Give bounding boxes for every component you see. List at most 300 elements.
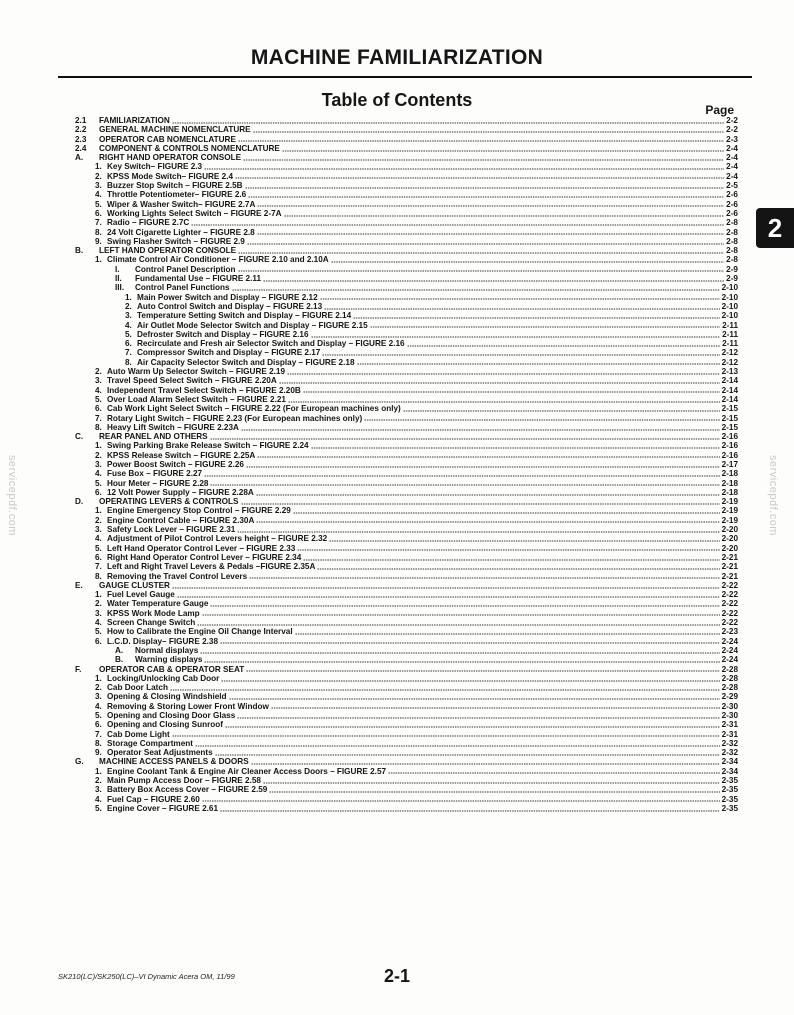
toc-entry-label: Fundamental Use – FIGURE 2.11 (135, 274, 262, 284)
toc-entry-page: 2-31 (721, 720, 738, 730)
toc-entry-page: 2-2 (726, 125, 738, 135)
toc-leader-dots (202, 614, 720, 616)
toc-entry-page: 2-18 (721, 469, 738, 479)
toc-entry-label: LEFT HAND OPERATOR CONSOLE (99, 246, 237, 256)
toc-entry-number: 7. (125, 348, 132, 358)
toc-entry-number: 3. (95, 376, 102, 386)
toc-entry-number: 7. (95, 729, 102, 739)
toc-entry[interactable] (75, 711, 738, 720)
toc-entry-label: Right Hand Operator Control Lever – FIGURE 2.34 (107, 552, 302, 562)
toc-entry[interactable] (75, 692, 738, 701)
toc-entry-page: 2-11 (722, 339, 738, 349)
toc-leader-dots (195, 745, 720, 747)
toc-leader-dots (172, 587, 720, 589)
toc-entry[interactable] (75, 739, 738, 748)
toc-entry[interactable] (75, 302, 738, 311)
toc-entry-number: 3. (95, 692, 102, 702)
toc-entry-label: Removing the Travel Control Levers (107, 571, 248, 581)
toc-entry-label: GENERAL MACHINE NOMENCLATURE (99, 125, 251, 135)
watermark-left: servicepdf.com (6, 455, 18, 536)
toc-leader-dots (243, 159, 724, 161)
toc-entry-page: 2-4 (726, 162, 738, 172)
toc-leader-dots (204, 475, 720, 477)
toc-entry[interactable] (75, 702, 738, 711)
toc-entry-number: 5. (95, 394, 102, 404)
toc-leader-dots (172, 122, 724, 124)
toc-entry-number: 4. (95, 534, 102, 544)
toc-entry[interactable] (75, 479, 738, 488)
toc-entry-label: Control Panel Description (135, 264, 236, 274)
toc-entry-number: 1. (95, 162, 102, 172)
toc-entry-number: 4. (95, 618, 102, 628)
toc-entry-label: Power Boost Switch – FIGURE 2.26 (107, 459, 244, 469)
toc-entry[interactable] (75, 795, 738, 804)
toc-leader-dots (215, 754, 720, 756)
toc-entry[interactable] (75, 525, 738, 534)
toc-leader-dots (241, 503, 720, 505)
toc-entry[interactable] (75, 172, 738, 181)
toc-leader-dots (177, 596, 720, 598)
toc-leader-dots (246, 670, 719, 672)
toc-entry-page: 2-31 (721, 729, 738, 739)
toc-entry-page: 2-28 (721, 664, 738, 674)
toc-entry-number: 3. (95, 525, 102, 535)
toc-leader-dots (210, 605, 719, 607)
toc-entry-label: REAR PANEL AND OTHERS (99, 432, 208, 442)
toc-entry-label: Control Panel Functions (135, 283, 230, 293)
toc-entry[interactable] (75, 506, 738, 515)
toc-entry-number: 5. (95, 627, 102, 637)
toc-entry-number: 2. (95, 599, 102, 609)
toc-entry-number: 2.3 (75, 134, 87, 144)
toc-entry[interactable] (75, 553, 738, 562)
toc-entry-label: Adjustment of Pilot Control Levers height – FIGURE 2.32 (107, 534, 328, 544)
toc-entry-page: 2-5 (726, 181, 738, 191)
toc-entry-number: 9. (95, 748, 102, 758)
toc-entry-page: 2-35 (721, 803, 738, 813)
toc-entry[interactable] (75, 237, 738, 246)
toc-entry-number: 7. (95, 413, 102, 423)
toc-leader-dots (288, 401, 720, 403)
toc-entry[interactable] (75, 423, 738, 432)
toc-entry-page: 2-28 (721, 683, 738, 693)
toc-entry[interactable] (75, 246, 738, 255)
toc-entry-page: 2-14 (721, 385, 738, 395)
toc-entry[interactable] (75, 488, 738, 497)
toc-entry-page: 2-22 (721, 618, 738, 628)
toc-entry-number: 4. (95, 701, 102, 711)
toc-leader-dots (253, 131, 725, 133)
toc-entry-label: Engine Coolant Tank & Engine Air Cleaner Access Doors – FIGURE 2.57 (107, 766, 387, 776)
toc-entry[interactable] (75, 358, 738, 367)
toc-entry-page: 2-21 (721, 571, 738, 581)
toc-leader-dots (297, 549, 719, 551)
toc-entry-page: 2-8 (726, 218, 738, 228)
toc-leader-dots (204, 168, 724, 170)
toc-entry-number: 5. (95, 543, 102, 553)
toc-entry[interactable] (75, 153, 738, 162)
toc-entry-label: Opening and Closing Sunroof (107, 720, 223, 730)
toc-entry-label: Locking/Unlocking Cab Door (107, 673, 220, 683)
toc-entry-label: Battery Box Access Cover – FIGURE 2.59 (107, 785, 268, 795)
toc-entry[interactable] (75, 116, 738, 125)
toc-entry-label: Fuse Box – FIGURE 2.27 (107, 469, 203, 479)
toc-entry-label: 24 Volt Cigarette Lighter – FIGURE 2.8 (107, 227, 255, 237)
toc-entry-number: 2. (95, 450, 102, 460)
toc-leader-dots (295, 633, 720, 635)
toc-leader-dots (172, 735, 720, 737)
toc-entry-page: 2-30 (721, 711, 738, 720)
toc-entry-label: KPSS Release Switch – FIGURE 2.25A (107, 450, 256, 460)
toc-entry[interactable] (75, 441, 738, 450)
footer-document-id: SK210(LC)/SK250(LC)–VI Dynamic Acera OM, 11/99 (58, 972, 235, 981)
toc-entry[interactable] (75, 720, 738, 729)
toc-entry-page: 2-21 (721, 562, 738, 572)
toc-entry-label: Recirculate and Fresh air Selector Switch and Display – FIGURE 2.16 (137, 339, 405, 349)
toc-entry-label: COMPONENT & CONTROLS NOMENCLATURE (99, 143, 280, 153)
toc-leader-dots (364, 419, 719, 421)
toc-entry-page: 2-4 (726, 143, 738, 153)
toc-leader-dots (251, 763, 720, 765)
toc-entry-number: 3. (95, 181, 102, 191)
toc-entry[interactable] (75, 469, 738, 478)
toc-entry-page: 2-4 (726, 153, 738, 163)
toc-leader-dots (263, 280, 724, 282)
toc-entry[interactable] (75, 265, 738, 274)
toc-leader-dots (204, 661, 719, 663)
toc-entry[interactable] (75, 767, 738, 776)
toc-entry[interactable] (75, 321, 738, 330)
toc-entry[interactable] (75, 274, 738, 283)
toc-entry[interactable] (75, 599, 738, 608)
toc-entry-page: 2-35 (721, 794, 738, 804)
toc-leader-dots (229, 698, 720, 700)
toc-entry[interactable] (75, 618, 738, 627)
toc-entry[interactable] (75, 516, 738, 525)
toc-entry-page: 2-10 (721, 301, 738, 311)
toc-entry-page: 2-22 (721, 590, 738, 600)
toc-entry[interactable] (75, 311, 738, 320)
toc-entry-label: Working Lights Select Switch – FIGURE 2-7A (107, 208, 282, 218)
toc-entry-number: 2. (125, 301, 132, 311)
toc-entry[interactable] (75, 646, 738, 655)
toc-entry[interactable] (75, 181, 738, 190)
toc-entry-label: KPSS Work Mode Lamp (107, 608, 200, 618)
toc-entry[interactable] (75, 757, 738, 766)
toc-entry[interactable] (75, 534, 738, 543)
toc-entry-label: Opening & Closing Windshield (107, 692, 227, 702)
toc-entry[interactable] (75, 497, 738, 506)
toc-entry-label: Engine Control Cable – FIGURE 2.30A (107, 515, 255, 525)
toc-entry[interactable] (75, 451, 738, 460)
toc-entry[interactable] (75, 637, 738, 646)
toc-entry-number: 2. (95, 171, 102, 181)
toc-entry-label: Key Switch– FIGURE 2.3 (107, 162, 203, 172)
toc-entry-page: 2-16 (721, 432, 738, 442)
toc-entry-number: 2.4 (75, 143, 87, 153)
toc-entry-label: Warning displays (135, 655, 203, 665)
toc-entry-number: 6. (95, 552, 102, 562)
toc-entry-page: 2-4 (726, 171, 738, 181)
toc-entry[interactable] (75, 348, 738, 357)
toc-entry-page: 2-32 (721, 738, 738, 748)
toc-entry-page: 2-22 (721, 608, 738, 618)
toc-entry[interactable] (75, 404, 738, 413)
toc-entry-number: 6. (95, 208, 102, 218)
toc-entry-page: 2-20 (721, 534, 738, 544)
toc-entry-label: OPERATOR CAB NOMENCLATURE (99, 134, 236, 144)
toc-entry-page: 2-32 (721, 748, 738, 758)
toc-entry-number: 7. (95, 562, 102, 572)
page-title: MACHINE FAMILIARIZATION (250, 46, 544, 69)
toc-entry-number: 6. (95, 636, 102, 646)
toc-leader-dots (320, 298, 720, 300)
toc-leader-dots (293, 512, 720, 514)
toc-entry-page: 2-35 (721, 776, 738, 786)
toc-entry-page: 2-6 (726, 199, 738, 209)
toc-entry[interactable] (75, 144, 738, 153)
toc-entry[interactable] (75, 162, 738, 171)
toc-entry-page: 2-19 (721, 497, 738, 507)
toc-entry-page: 2-21 (721, 552, 738, 562)
toc-entry-number: 3. (125, 311, 132, 321)
toc-leader-dots (220, 810, 720, 812)
toc-entry[interactable] (75, 386, 738, 395)
footer-page-number: 2-1 (383, 966, 410, 986)
toc-entry[interactable] (75, 432, 738, 441)
toc-entry[interactable] (75, 330, 738, 339)
toc-leader-dots (210, 484, 719, 486)
toc-entry[interactable] (75, 218, 738, 227)
toc-entry-page: 2-10 (721, 311, 738, 321)
toc-entry-page: 2-17 (721, 459, 738, 469)
toc-entry-label: Left Hand Operator Control Lever – FIGURE 2.33 (107, 543, 296, 553)
toc-entry-page: 2-14 (721, 376, 738, 386)
toc-entry-label: Climate Control Air Conditioner – FIGURE 2.10 and 2.10A (107, 255, 329, 265)
toc-leader-dots (263, 782, 720, 784)
toc-entry[interactable] (75, 674, 738, 683)
toc-leader-dots (237, 717, 719, 719)
toc-entry-label: Heavy Lift Switch – FIGURE 2.23A (107, 422, 239, 432)
toc-leader-dots (232, 289, 720, 291)
toc-leader-dots (279, 382, 720, 384)
toc-entry-number: 2.2 (75, 125, 87, 135)
toc-entry-number: 1. (95, 766, 102, 776)
toc-entry[interactable] (75, 367, 738, 376)
toc-leader-dots (220, 642, 720, 644)
toc-entry-label: FAMILIARIZATION (99, 116, 170, 125)
toc-entry-page: 2-6 (726, 190, 738, 200)
toc-leader-dots (246, 466, 720, 468)
toc-entry-label: Defroster Switch and Display – FIGURE 2.16 (137, 329, 309, 339)
toc-entry-label: Throttle Potentiometer– FIGURE 2.6 (107, 190, 247, 200)
toc-entry-page: 2-13 (721, 367, 738, 377)
toc-entry-number: 6. (95, 720, 102, 730)
toc-leader-dots (238, 252, 724, 254)
toc-entry[interactable] (75, 572, 738, 581)
table-of-contents (75, 116, 738, 813)
toc-entry-page: 2-20 (721, 525, 738, 535)
toc-entry-number: 2. (95, 683, 102, 693)
toc-entry-page: 2-8 (726, 227, 738, 237)
toc-entry-number: 1. (95, 255, 102, 265)
toc-entry[interactable] (75, 293, 738, 302)
toc-entry-number: 7. (95, 218, 102, 228)
toc-entry-page: 2-19 (721, 515, 738, 525)
toc-leader-dots (237, 531, 719, 533)
toc-leader-dots (317, 568, 719, 570)
toc-entry-label: Cab Door Latch (107, 683, 168, 693)
title-rule (58, 76, 752, 78)
toc-entry[interactable] (75, 190, 738, 199)
toc-entry[interactable] (75, 609, 738, 618)
toc-entry[interactable] (75, 730, 738, 739)
toc-leader-dots (284, 215, 725, 217)
toc-leader-dots (282, 150, 724, 152)
toc-entry[interactable] (75, 255, 738, 264)
toc-entry-number: 1. (95, 506, 102, 516)
toc-leader-dots (197, 624, 719, 626)
toc-entry-label: Temperature Setting Switch and Display – FIGURE 2.14 (137, 311, 352, 321)
toc-entry-label: Safety Lock Lever – FIGURE 2.31 (107, 525, 236, 535)
toc-entry-number: A. (115, 645, 124, 655)
toc-entry[interactable] (75, 460, 738, 469)
toc-entry-page: 2-18 (721, 478, 738, 488)
toc-entry-number: 8. (95, 422, 102, 432)
toc-leader-dots (245, 187, 725, 189)
toc-entry-label: Radio – FIGURE 2.7C (107, 218, 190, 228)
toc-entry-page: 2-24 (721, 655, 738, 665)
toc-entry[interactable] (75, 683, 738, 692)
toc-entry[interactable] (75, 581, 738, 590)
toc-entry[interactable] (75, 785, 738, 794)
toc-entry[interactable] (75, 544, 738, 553)
toc-entry-number: 4. (95, 794, 102, 804)
toc-leader-dots (170, 689, 720, 691)
toc-entry-page: 2-19 (721, 506, 738, 516)
toc-entry-label: Cab Dome Light (107, 729, 170, 739)
toc-entry-label: Swing Flasher Switch – FIGURE 2.9 (107, 236, 245, 246)
toc-entry-page: 2-15 (721, 413, 738, 423)
toc-entry-label: Air Outlet Mode Selector Switch and Display – FIGURE 2.15 (137, 320, 368, 330)
toc-leader-dots (235, 177, 724, 179)
toc-entry-page: 2-18 (721, 487, 738, 497)
page-column-label: Page (705, 103, 734, 117)
toc-entry-number: 8. (95, 227, 102, 237)
toc-entry-label: Screen Change Switch (107, 618, 196, 628)
toc-entry-page: 2-16 (721, 450, 738, 460)
toc-entry[interactable] (75, 135, 738, 144)
toc-leader-dots (407, 345, 721, 347)
toc-entry[interactable] (75, 627, 738, 636)
toc-entry-number: 1. (125, 292, 132, 302)
toc-entry-page: 2-15 (721, 404, 738, 414)
toc-entry-page: 2-24 (721, 645, 738, 655)
toc-leader-dots (238, 270, 725, 272)
toc-leader-dots (191, 224, 724, 226)
toc-entry[interactable] (75, 748, 738, 757)
toc-entry-page: 2-35 (721, 785, 738, 795)
toc-entry-number: 8. (95, 738, 102, 748)
toc-entry-page: 2-11 (722, 329, 738, 339)
toc-entry-page: 2-15 (721, 422, 738, 432)
toc-entry[interactable] (75, 776, 738, 785)
toc-entry[interactable] (75, 339, 738, 348)
toc-entry-label: L.C.D. Display– FIGURE 2.38 (107, 636, 219, 646)
toc-leader-dots (403, 410, 720, 412)
toc-entry-page: 2-24 (721, 636, 738, 646)
toc-entry-number: I. (115, 264, 120, 274)
toc-entry-number: 4. (95, 469, 102, 479)
toc-leader-dots (370, 326, 720, 328)
toc-leader-dots (324, 308, 719, 310)
toc-entry-number: 6. (95, 404, 102, 414)
toc-leader-dots (221, 680, 719, 682)
toc-entry-page: 2-8 (726, 246, 738, 256)
toc-entry-label: How to Calibrate the Engine Oil Change Interval (107, 627, 293, 637)
toc-entry[interactable] (75, 590, 738, 599)
toc-leader-dots (257, 205, 724, 207)
toc-entry-label: Removing & Storing Lower Front Window (107, 701, 269, 711)
toc-entry-number: B. (75, 246, 84, 256)
toc-entry[interactable] (75, 125, 738, 134)
toc-entry-label: Normal displays (135, 645, 199, 655)
toc-entry-number: 2. (95, 367, 102, 377)
toc-entry-label: Auto Warm Up Selector Switch – FIGURE 2.19 (107, 367, 286, 377)
toc-leader-dots (225, 726, 720, 728)
toc-entry[interactable] (75, 200, 738, 209)
toc-entry-number: II. (115, 274, 122, 284)
toc-entry-number: D. (75, 497, 84, 507)
toc-entry[interactable] (75, 804, 738, 813)
toc-leader-dots (257, 233, 724, 235)
toc-entry[interactable] (75, 376, 738, 385)
toc-entry-page: 2-12 (721, 348, 738, 358)
toc-entry[interactable] (75, 228, 738, 237)
toc-entry-label: Engine Emergency Stop Control – FIGURE 2.29 (107, 506, 291, 516)
toc-entry-number: 5. (95, 199, 102, 209)
toc-entry-label: 12 Volt Power Supply – FIGURE 2.28A (107, 487, 254, 497)
toc-entry-page: 2-23 (721, 627, 738, 637)
toc-entry-page: 2-30 (721, 701, 738, 711)
toc-leader-dots (241, 429, 720, 431)
toc-entry-page: 2-28 (721, 673, 738, 683)
toc-entry[interactable] (75, 395, 738, 404)
toc-entry-number: 1. (95, 673, 102, 683)
toc-entry[interactable] (75, 655, 738, 664)
toc-leader-dots (257, 456, 719, 458)
toc-entry-number: 4. (95, 385, 102, 395)
toc-entry-page: 2-22 (721, 599, 738, 609)
toc-entry-number: 5. (125, 329, 132, 339)
toc-entry[interactable] (75, 283, 738, 292)
chapter-tab-marker: 2 (756, 208, 794, 248)
toc-entry-page: 2-10 (721, 292, 738, 302)
toc-leader-dots (247, 243, 724, 245)
toc-entry-number: 5. (95, 711, 102, 720)
toc-entry[interactable] (75, 562, 738, 571)
toc-entry-page: 2-22 (721, 580, 738, 590)
toc-entry[interactable] (75, 414, 738, 423)
toc-entry-page: 2-9 (726, 274, 738, 284)
toc-entry[interactable] (75, 665, 738, 674)
toc-entry-number: A. (75, 153, 84, 163)
toc-leader-dots (269, 791, 719, 793)
toc-entry[interactable] (75, 209, 738, 218)
toc-entry-page: 2-11 (722, 320, 738, 330)
toc-entry-label: Storage Compartment (107, 738, 193, 748)
toc-entry-number: 3. (95, 608, 102, 618)
